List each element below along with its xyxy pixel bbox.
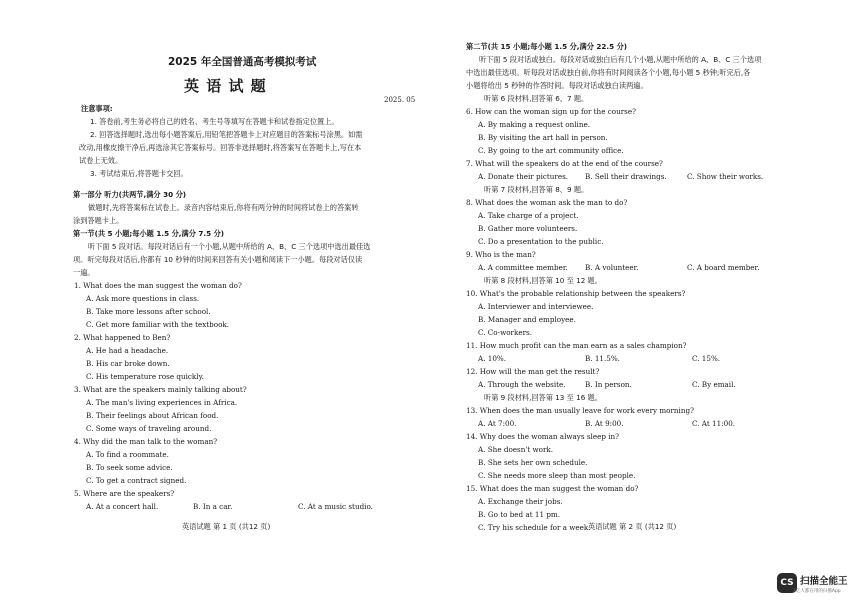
watermark-tagline: 3亿人都在用的扫描App bbox=[793, 589, 841, 594]
note-line: 3. 考试结束后,将答题卡交回。 bbox=[90, 169, 188, 178]
question-option: A. By making a request online. bbox=[478, 120, 590, 129]
section1-desc: 听下面 5 段对话。每段对话后有一个小题,从题中所给的 A、B、C 三个选项中选出最佳选 bbox=[88, 242, 371, 251]
question-option: C. Do a presentation to the public. bbox=[478, 237, 604, 246]
question-option: A. Interviewer and interviewee. bbox=[478, 302, 594, 311]
question-option: A. Ask more questions in class. bbox=[86, 294, 200, 303]
question-option: B. In a car. bbox=[193, 502, 233, 511]
material-label: 听第 7 段材料,回答第 8、9 题。 bbox=[484, 185, 589, 194]
question-option: B. 11.5%. bbox=[585, 354, 620, 363]
question-option: B. To seek some advice. bbox=[86, 463, 173, 472]
question-text: 12. How will the man get the result? bbox=[466, 367, 600, 376]
note-line: 1. 答卷前,考生务必将自己的姓名、考生号等填写在答题卡和试卷指定位置上。 bbox=[90, 117, 339, 126]
section2-desc: 听下面 5 段对话或独白。每段对话或独白后有几个小题,从题中所给的 A、B、C 三个选项 bbox=[479, 55, 762, 64]
page-footer: 英语试题 第 1 页 (共12 页) bbox=[182, 522, 271, 531]
right-page bbox=[430, 0, 860, 608]
question-option: B. At 9:00. bbox=[585, 419, 624, 428]
question-text: 2. What happened to Ben? bbox=[74, 333, 171, 342]
question-option: A. Take charge of a project. bbox=[478, 211, 579, 220]
question-option: A. He had a headache. bbox=[86, 346, 169, 355]
question-option: C. To get a contract signed. bbox=[86, 476, 187, 485]
question-option: B. Gather more volunteers. bbox=[478, 224, 578, 233]
question-text: 13. When does the man usually leave for work every morning? bbox=[466, 406, 694, 415]
section1-heading: 第一节(共 5 小题;每小题 1.5 分,满分 7.5 分) bbox=[73, 229, 225, 238]
subject-title: 英 语 试 题 bbox=[184, 77, 267, 95]
material-label: 听第 8 段材料,回答第 10 至 12 题。 bbox=[484, 276, 602, 285]
question-text: 5. Where are the speakers? bbox=[74, 489, 175, 498]
question-option: B. His car broke down. bbox=[86, 359, 170, 368]
question-option: C. By going to the art community office. bbox=[478, 146, 624, 155]
notes-heading: 注意事项: bbox=[81, 104, 113, 113]
part1-desc: 做题时,先将答案标在试卷上。录音内容结束后,你将有两分钟的时间将试卷上的答案转 bbox=[88, 203, 359, 212]
section1-desc: 一遍。 bbox=[73, 268, 95, 277]
question-option: C. She needs more sleep than most people. bbox=[478, 471, 636, 480]
question-option: A. Donate their pictures. bbox=[478, 172, 569, 181]
part1-desc: 涂到答题卡上。 bbox=[73, 216, 124, 225]
question-text: 4. Why did the man talk to the woman? bbox=[74, 437, 218, 446]
question-option: C. Show their works. bbox=[687, 172, 764, 181]
question-option: B. A volunteer. bbox=[585, 263, 639, 272]
note-line: 试卷上无效。 bbox=[79, 156, 123, 165]
camscanner-logo-icon: CS bbox=[777, 573, 797, 593]
question-option: C. Try his schedule for a week. bbox=[478, 523, 591, 532]
question-option: A. 10%. bbox=[478, 354, 507, 363]
question-option: B. By visiting the art hall in person. bbox=[478, 133, 608, 142]
note-line: 2. 回答选择题时,选出每小题答案后,用铅笔把答题卡上对应题目的答案标号涂黑。如需 bbox=[90, 130, 363, 139]
question-option: A. At 7:00. bbox=[478, 419, 517, 428]
question-option: A. The man's living experiences in Africa. bbox=[86, 398, 238, 407]
question-text: 10. What's the probable relationship between the speakers? bbox=[466, 289, 686, 298]
question-text: 7. What will the speakers do at the end of the course? bbox=[466, 159, 663, 168]
question-option: B. Sell their drawings. bbox=[585, 172, 667, 181]
question-option: C. Co-workers. bbox=[478, 328, 533, 337]
question-option: C. By email. bbox=[692, 380, 736, 389]
note-line: 改动,用橡皮擦干净后,再选涂其它答案标号。回答非选择题时,将答案写在答题卡上,写在本 bbox=[79, 143, 362, 152]
question-option: C. 15%. bbox=[692, 354, 721, 363]
question-option: B. In person. bbox=[585, 380, 632, 389]
question-text: 6. How can the woman sign up for the course? bbox=[466, 107, 636, 116]
question-option: C. At a music studio. bbox=[298, 502, 373, 511]
question-text: 14. Why does the woman always sleep in? bbox=[466, 432, 619, 441]
question-text: 1. What does the man suggest the woman do? bbox=[74, 281, 242, 290]
question-text: 15. What does the man suggest the woman do? bbox=[466, 484, 639, 493]
question-option: A. Through the website. bbox=[478, 380, 566, 389]
material-label: 听第 9 段材料,回答第 13 至 16 题。 bbox=[484, 393, 602, 402]
question-text: 8. What does the woman ask the man to do? bbox=[466, 198, 628, 207]
question-option: A. Exchange their jobs. bbox=[478, 497, 563, 506]
page-footer: 英语试题 第 2 页 (共12 页) bbox=[588, 522, 677, 531]
question-option: A. She doesn't work. bbox=[478, 445, 554, 454]
section2-heading: 第二节(共 15 小题;每小题 1.5 分,满分 22.5 分) bbox=[466, 42, 628, 51]
section2-desc: 小题将给出 5 秒钟的作答时间。每段对话或独白读两遍。 bbox=[466, 81, 648, 90]
question-option: B. Go to bed at 11 pm. bbox=[478, 510, 561, 519]
question-option: B. Take more lessons after school. bbox=[86, 307, 211, 316]
part1-heading: 第一部分 听力(共两节,满分 30 分) bbox=[73, 190, 187, 199]
question-option: A. To find a roommate. bbox=[86, 450, 169, 459]
section1-desc: 项。听完每段对话后,你都有 10 秒钟的时间来回答有关小题和阅读下一小题。每段对话仅读 bbox=[73, 255, 363, 264]
exam-date: 2025. 05 bbox=[384, 96, 416, 104]
question-option: A. A committee member. bbox=[478, 263, 568, 272]
exam-title: 2025 年全国普通高考模拟考试 bbox=[168, 56, 317, 68]
question-option: C. His temperature rose quickly. bbox=[86, 372, 204, 381]
question-option: C. Some ways of traveling around. bbox=[86, 424, 212, 433]
question-option: C. Get more familiar with the textbook. bbox=[86, 320, 230, 329]
question-option: B. She sets her own schedule. bbox=[478, 458, 588, 467]
question-option: C. A board member. bbox=[687, 263, 760, 272]
question-text: 3. What are the speakers mainly talking about? bbox=[74, 385, 247, 394]
question-option: C. At 11:00. bbox=[692, 419, 736, 428]
question-option: A. At a concert hall. bbox=[86, 502, 159, 511]
material-label: 听第 6 段材料,回答第 6、7 题。 bbox=[484, 94, 589, 103]
question-option: B. Their feelings about African food. bbox=[86, 411, 219, 420]
question-text: 9. Who is the man? bbox=[466, 250, 536, 259]
section2-desc: 中选出最佳选项。听每段对话或独白前,你将有时间阅读各个小题,每小题 5 秒钟;听完后,各 bbox=[466, 68, 751, 77]
watermark-brand: 扫描全能王 bbox=[800, 576, 848, 587]
question-option: B. Manager and employee. bbox=[478, 315, 576, 324]
question-text: 11. How much profit can the man earn as a sales champion? bbox=[466, 341, 687, 350]
